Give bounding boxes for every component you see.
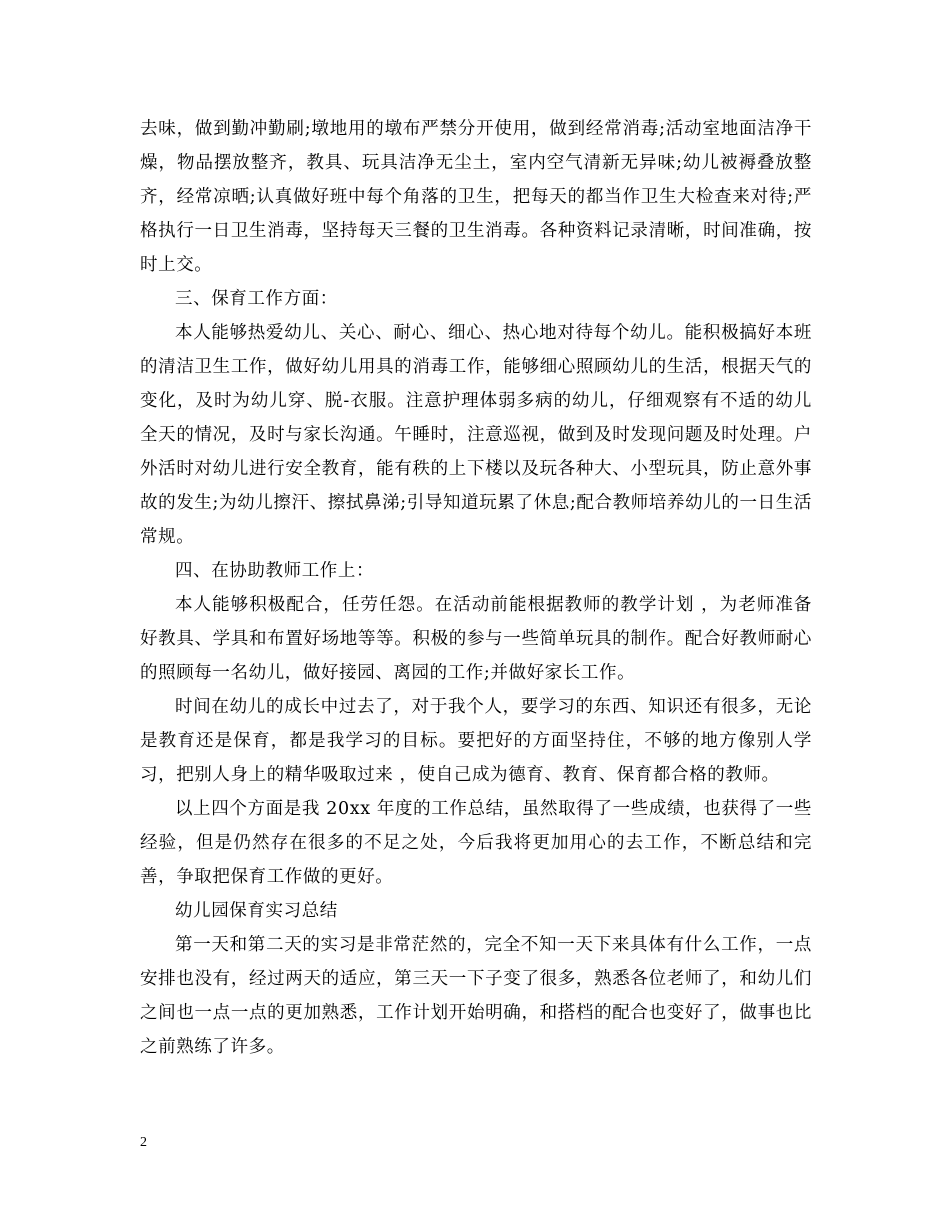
document-body [140,112,812,1064]
paragraph-summary: 以上四个方面是我 20xx 年度的工作总结，虽然取得了一些成绩，也获得了一些经验，但是仍然存在很多的不足之处，今后我将更加用心的去工作，不断总结和完善，争取把保育工作做的更好。 [140,799,812,887]
paragraph-childcare: 本人能够热爱幼儿、关心、耐心、细心、热心地对待每个幼儿。能积极搞好本班的清洁卫生工作，做好幼儿用具的消毒工作，能够细心照顾幼儿的生活，根据天气的变化，及时为幼儿穿、脱-衣服。注意护理体弱多病的幼儿，仔细观察有不适的幼儿全天的情况，及时与家长沟通。午睡时，注意巡视，做到及时发现问题及时处理。户外活时对幼儿进行安全教育，能有秩的上下楼以及玩各种大、小型玩具，防止意外事故的发生;为幼儿擦汗、擦拭鼻涕;引导知道玩累了休息;配合教师培养幼儿的一日生活常规。 [140,323,812,547]
paragraph-hygiene-continued: 去味，做到勤冲勤刷;墩地用的墩布严禁分开使用，做到经常消毒;活动室地面洁净干燥，物品摆放整齐，教具、玩具洁净无尘土，室内空气清新无异味;幼儿被褥叠放整齐，经常凉晒;认真做好班中每个角落的卫生，把每天的都当作卫生大检查来对待;严格执行一日卫生消毒，坚持每天三餐的卫生消毒。各种资料记录清晰，时间准确，按时上交。 [140,119,812,275]
section-title-internship: 幼儿园保育实习总结 [175,901,338,921]
paragraph-assist-teacher: 本人能够积极配合，任劳任怨。在活动前能根据教师的教学计划 ，为老师准备好教具、学具和布置好场地等等。积极的参与一些简单玩具的制作。配合好教师耐心的照顾每一名幼儿，做好接园、离园的工作;并做好家长工作。 [140,595,812,683]
section-heading-childcare: 三、保育工作方面： [175,289,338,309]
section-heading-assist-teacher: 四、在协助教师工作上： [175,561,375,581]
page-number: 2 [140,1135,147,1150]
paragraph-reflection: 时间在幼儿的成长中过去了，对于我个人，要学习的东西、知识还有很多，无论是教育还是保育，都是我学习的目标。要把好的方面坚持住，不够的地方像别人学习，把别人身上的精华吸取过来 ，使自己成为德育、教育、保育都合格的教师。 [140,697,812,785]
paragraph-internship: 第一天和第二天的实习是非常茫然的，完全不知一天下来具体有什么工作，一点安排也没有，经过两天的适应，第三天一下子变了很多，熟悉各位老师了，和幼儿们之间也一点一点的更加熟悉，工作计划开始明确，和搭档的配合也变好了，做事也比之前熟练了许多。 [140,935,812,1057]
